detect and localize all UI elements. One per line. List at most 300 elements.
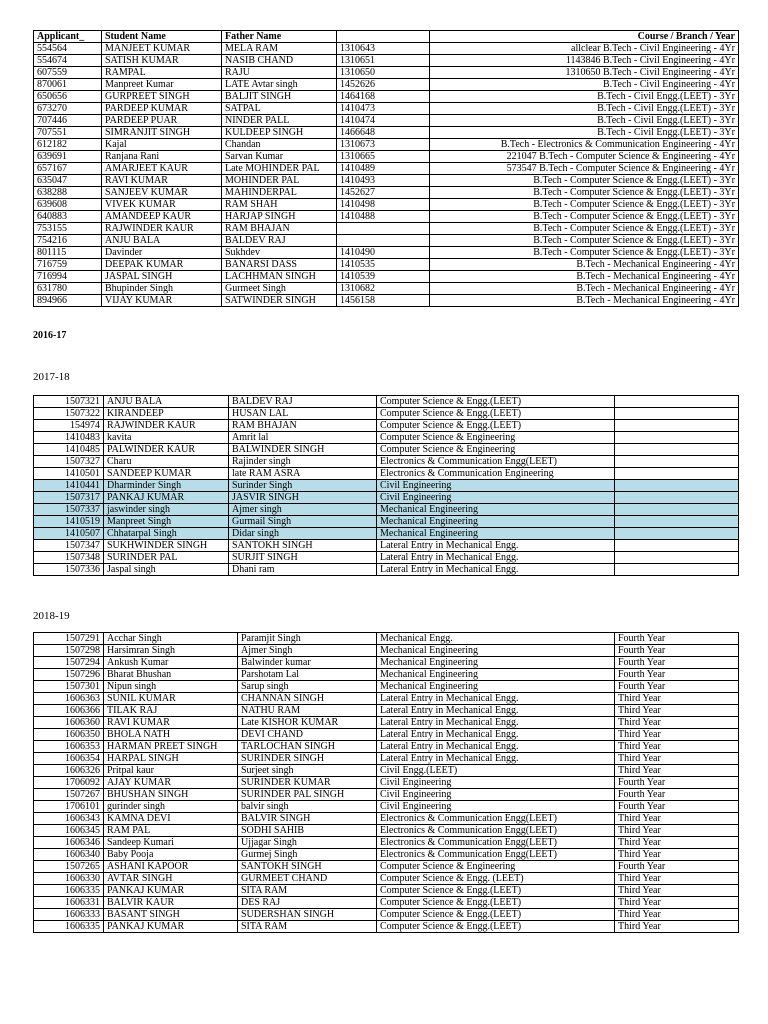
table-cell: Third Year [615, 705, 739, 717]
table-row [34, 693, 739, 705]
table-cell: Lateral Entry in Mechanical Engg. [377, 753, 615, 765]
table-cell: jaswinder singh [104, 504, 229, 516]
table-cell: SITA RAM [238, 921, 377, 933]
table-cell: 1310665 [337, 151, 430, 163]
table-cell: Chhatarpal Singh [104, 528, 229, 540]
table-row [34, 873, 739, 885]
table-cell: RAJWINDER KAUR [104, 420, 229, 432]
table-cell: Computer Science & Engg.(LEET) [377, 396, 615, 408]
table-cell: Harsimran Singh [104, 645, 238, 657]
table-cell: 1410474 [337, 115, 430, 127]
table-cell: 1606335 [34, 921, 104, 933]
table-cell: Surjeet singh [238, 765, 377, 777]
table-cell: Civil Engineering [377, 777, 615, 789]
table-cell: Third Year [615, 885, 739, 897]
table-cell: Paramjit Singh [238, 633, 377, 645]
table-cell: 707551 [34, 127, 102, 139]
table-row [34, 67, 739, 79]
table-cell: 1410539 [337, 271, 430, 283]
table-cell: 1410489 [337, 163, 430, 175]
table-cell: 640883 [34, 211, 102, 223]
table-row [34, 408, 739, 420]
table-cell: ANJU BALA [102, 235, 222, 247]
table-cell: 894966 [34, 295, 102, 307]
table-cell [615, 540, 739, 552]
table-cell: 1706092 [34, 777, 104, 789]
table-cell: 1507301 [34, 681, 104, 693]
table-row [34, 43, 739, 55]
table-cell: Late KISHOR KUMAR [238, 717, 377, 729]
table-cell: 1456158 [337, 295, 430, 307]
table-cell [615, 444, 739, 456]
table-header-row [34, 31, 739, 43]
table-row [34, 139, 739, 151]
table-cell: HUSAN LAL [229, 408, 377, 420]
table-row [34, 247, 739, 259]
table-cell: B.Tech - Civil Engg.(LEET) - 3Yr [430, 91, 739, 103]
table-cell: 1466648 [337, 127, 430, 139]
table-row [34, 909, 739, 921]
table-cell: Lateral Entry in Mechanical Engg. [377, 729, 615, 741]
table-cell: Mechanical Engineering [377, 645, 615, 657]
table-cell [615, 492, 739, 504]
table-cell: Third Year [615, 813, 739, 825]
table-cell: 573547 B.Tech - Computer Science & Engineering - 4Yr [430, 163, 739, 175]
table-cell: Third Year [615, 921, 739, 933]
table-cell: DES RAJ [238, 897, 377, 909]
table-cell: 1606363 [34, 693, 104, 705]
table-cell [615, 432, 739, 444]
applicants-table-1 [33, 30, 739, 307]
table-cell: Electronics & Communication Engg(LEET) [377, 837, 615, 849]
table-cell: late RAM ASRA [229, 468, 377, 480]
table-cell: 1606331 [34, 897, 104, 909]
table-cell: 1410501 [34, 468, 104, 480]
table-cell: 1143846 B.Tech - Civil Engineering - 4Yr [430, 55, 739, 67]
table-cell: Manpreet Kumar [102, 79, 222, 91]
table-cell [337, 223, 430, 235]
table-cell: Fourth Year [615, 657, 739, 669]
table-row [34, 444, 739, 456]
table-cell: RAM PAL [104, 825, 238, 837]
year-label-2018-19: 2018-19 [33, 610, 70, 622]
table-cell: Baby Pooja [104, 849, 238, 861]
table-cell: 635047 [34, 175, 102, 187]
table-cell [615, 552, 739, 564]
table-cell: KAMNA DEVI [104, 813, 238, 825]
table-cell: Computer Science & Engg.(LEET) [377, 408, 615, 420]
table-cell: SATISH KUMAR [102, 55, 222, 67]
table-cell: SANDEEP KUMAR [104, 468, 229, 480]
table-row [34, 564, 739, 576]
table-cell: 1464168 [337, 91, 430, 103]
header-course: Course / Branch / Year [430, 31, 739, 43]
table-cell: SATWINDER SINGH [222, 295, 337, 307]
table-cell [615, 504, 739, 516]
table-cell: Rajinder singh [229, 456, 377, 468]
table-cell: Computer Science & Engg. (LEET) [377, 873, 615, 885]
table-row [34, 187, 739, 199]
table-cell: RAM BHAJAN [222, 223, 337, 235]
table-row [34, 127, 739, 139]
table-cell: Fourth Year [615, 681, 739, 693]
table-row [34, 681, 739, 693]
table-cell: Third Year [615, 849, 739, 861]
table-cell: Mechanical Engineering [377, 516, 615, 528]
table-cell: 1606340 [34, 849, 104, 861]
table-cell: 1606345 [34, 825, 104, 837]
table-cell: 1606353 [34, 741, 104, 753]
header-student-name: Student Name [102, 31, 222, 43]
table-cell: B.Tech - Mechanical Engineering - 4Yr [430, 271, 739, 283]
table-cell: Late MOHINDER PAL [222, 163, 337, 175]
table-cell: 1507321 [34, 396, 104, 408]
table-cell: Pritpal kaur [104, 765, 238, 777]
table-row [34, 283, 739, 295]
table-cell: Jaspal singh [104, 564, 229, 576]
table-cell: 639691 [34, 151, 102, 163]
table-cell: Bhupinder Singh [102, 283, 222, 295]
table-cell: Lateral Entry in Mechanical Engg. [377, 564, 615, 576]
table-cell: BALVIR KAUR [104, 897, 238, 909]
table-cell: RAJU [222, 67, 337, 79]
table-cell: B.Tech - Civil Engg.(LEET) - 3Yr [430, 115, 739, 127]
table-cell: 1606360 [34, 717, 104, 729]
table-cell: 1507291 [34, 633, 104, 645]
table-cell: 612182 [34, 139, 102, 151]
table-cell: 1310682 [337, 283, 430, 295]
table-cell: LACHHMAN SINGH [222, 271, 337, 283]
table-cell: TILAK RAJ [104, 705, 238, 717]
table-cell: DEEPAK KUMAR [102, 259, 222, 271]
table-cell: Gurmail Singh [229, 516, 377, 528]
table-cell: B.Tech - Electronics & Communication Engineering - 4Yr [430, 139, 739, 151]
table-cell: BALDEV RAJ [229, 396, 377, 408]
table-cell: 1310650 B.Tech - Civil Engineering - 4Yr [430, 67, 739, 79]
table-row [34, 528, 739, 540]
table-cell: AJAY KUMAR [104, 777, 238, 789]
table-row [34, 235, 739, 247]
table-cell: Acchar Singh [104, 633, 238, 645]
table-cell: Ranjana Rani [102, 151, 222, 163]
table-cell: 554674 [34, 55, 102, 67]
table-cell: SUDERSHAN SINGH [238, 909, 377, 921]
table-cell: Electronics & Communication Engg(LEET) [377, 456, 615, 468]
table-cell: Sukhdev [222, 247, 337, 259]
table-cell: B.Tech - Civil Engg.(LEET) - 3Yr [430, 103, 739, 115]
table-row [34, 211, 739, 223]
table-cell: Civil Engg.(LEET) [377, 765, 615, 777]
table-row [34, 777, 739, 789]
table-cell: SURINDER KUMAR [238, 777, 377, 789]
header-father-name: Father Name [222, 31, 337, 43]
table-row [34, 765, 739, 777]
table-cell: B.Tech - Computer Science & Engg.(LEET) - 3Yr [430, 199, 739, 211]
table-cell: Third Year [615, 897, 739, 909]
table-cell: Lateral Entry in Mechanical Engg. [377, 540, 615, 552]
table-cell: Third Year [615, 825, 739, 837]
table-cell: Third Year [615, 873, 739, 885]
table-cell: Mechanical Engineering [377, 504, 615, 516]
table-cell: Davinder [102, 247, 222, 259]
table-cell: 1507337 [34, 504, 104, 516]
table-cell: 657167 [34, 163, 102, 175]
table-cell: Dhani ram [229, 564, 377, 576]
table-cell: 1452627 [337, 187, 430, 199]
table-cell: SURINDER SINGH [238, 753, 377, 765]
table-cell: MAHINDERPAL [222, 187, 337, 199]
table-row [34, 633, 739, 645]
table-cell: AMANDEEP KAUR [102, 211, 222, 223]
table-cell: 1507317 [34, 492, 104, 504]
table-cell: 1606346 [34, 837, 104, 849]
table-cell: MANJEET KUMAR [102, 43, 222, 55]
table-cell: LATE Avtar singh [222, 79, 337, 91]
table-cell: Third Year [615, 909, 739, 921]
table-cell: 753155 [34, 223, 102, 235]
table-cell [615, 480, 739, 492]
table-cell: 673270 [34, 103, 102, 115]
table-cell: 1507265 [34, 861, 104, 873]
table-cell: 1410488 [337, 211, 430, 223]
table-row [34, 861, 739, 873]
table-cell: Sarup singh [238, 681, 377, 693]
table-cell: Mechanical Engg. [377, 633, 615, 645]
table-cell: 1452626 [337, 79, 430, 91]
table-cell: Third Year [615, 741, 739, 753]
table-cell: 1410483 [34, 432, 104, 444]
table-row [34, 669, 739, 681]
table-cell: 1507347 [34, 540, 104, 552]
year-label-2016-17: 2016-17 [33, 330, 67, 341]
students-table-2017-18 [33, 395, 739, 576]
table-cell: RAJWINDER KAUR [102, 223, 222, 235]
table-cell: BANARSI DASS [222, 259, 337, 271]
table-cell: Third Year [615, 717, 739, 729]
table-cell: Fourth Year [615, 669, 739, 681]
table-cell: Balwinder kumar [238, 657, 377, 669]
table-cell: 650656 [34, 91, 102, 103]
table-cell: B.Tech - Computer Science & Engg.(LEET) - 3Yr [430, 211, 739, 223]
table-cell: BALJIT SINGH [222, 91, 337, 103]
table-cell: SITA RAM [238, 885, 377, 897]
table-cell: 607559 [34, 67, 102, 79]
table-cell: 1606330 [34, 873, 104, 885]
table-cell: Civil Engineering [377, 789, 615, 801]
table-cell: Computer Science & Engg.(LEET) [377, 921, 615, 933]
table-row [34, 396, 739, 408]
table-cell: Computer Science & Engg.(LEET) [377, 897, 615, 909]
table-cell: SURINDER PAL SINGH [238, 789, 377, 801]
table-row [34, 504, 739, 516]
table-cell: 1310651 [337, 55, 430, 67]
table-row [34, 813, 739, 825]
table-cell: allclear B.Tech - Civil Engineering - 4Yr [430, 43, 739, 55]
table-cell: 754216 [34, 235, 102, 247]
table-cell: NINDER PALL [222, 115, 337, 127]
table-cell: BALWINDER SINGH [229, 444, 377, 456]
table-cell: Ankush Kumar [104, 657, 238, 669]
table-row [34, 199, 739, 211]
table-cell: SUKHWINDER SINGH [104, 540, 229, 552]
table-row [34, 657, 739, 669]
table-cell: Ajmer Singh [238, 645, 377, 657]
table-cell: 716759 [34, 259, 102, 271]
table-cell: Third Year [615, 765, 739, 777]
table-cell: 1507336 [34, 564, 104, 576]
table-cell: Gurmej Singh [238, 849, 377, 861]
table-cell: SIMRANJIT SINGH [102, 127, 222, 139]
table-cell: MELA RAM [222, 43, 337, 55]
table-row [34, 420, 739, 432]
table-cell: Mechanical Engineering [377, 681, 615, 693]
table-cell: Kajal [102, 139, 222, 151]
table-cell: Ujjagar Singh [238, 837, 377, 849]
table-cell: RAVI KUMAR [104, 717, 238, 729]
table-cell: Ajmer singh [229, 504, 377, 516]
table-row [34, 552, 739, 564]
table-cell: Lateral Entry in Mechanical Engg. [377, 741, 615, 753]
table-row [34, 801, 739, 813]
table-row [34, 480, 739, 492]
table-cell: Third Year [615, 729, 739, 741]
table-cell: 1310650 [337, 67, 430, 79]
table-row [34, 741, 739, 753]
table-row [34, 79, 739, 91]
table-cell: 221047 B.Tech - Computer Science & Engineering - 4Yr [430, 151, 739, 163]
table-cell: HARJAP SINGH [222, 211, 337, 223]
table-cell: Mechanical Engineering [377, 528, 615, 540]
table-cell: Fourth Year [615, 801, 739, 813]
year-label-2017-18: 2017-18 [33, 371, 70, 383]
table-row [34, 921, 739, 933]
table-cell: 1606326 [34, 765, 104, 777]
table-cell: Bharat Bhushan [104, 669, 238, 681]
table-cell: 1410490 [337, 247, 430, 259]
table-cell: Chandan [222, 139, 337, 151]
table-cell: Computer Science & Engg.(LEET) [377, 420, 615, 432]
table-row [34, 295, 739, 307]
table-cell [615, 468, 739, 480]
table-cell: GURPREET SINGH [102, 91, 222, 103]
table-cell: Mechanical Engineering [377, 657, 615, 669]
table-cell: Electronics & Communication Engg(LEET) [377, 849, 615, 861]
table-cell: PARDEEP PUAR [102, 115, 222, 127]
table-cell: 1606335 [34, 885, 104, 897]
table-row [34, 468, 739, 480]
table-cell: Fourth Year [615, 633, 739, 645]
table-cell: MOHINDER PAL [222, 175, 337, 187]
students-table-2018-19 [33, 632, 739, 933]
table-cell: 1310643 [337, 43, 430, 55]
table-cell: SANTOKH SINGH [229, 540, 377, 552]
table-cell: 1410535 [337, 259, 430, 271]
table-cell: Third Year [615, 837, 739, 849]
table-cell: Fourth Year [615, 645, 739, 657]
table-cell: AMARJEET KAUR [102, 163, 222, 175]
table-cell: SUNIL KUMAR [104, 693, 238, 705]
table-row [34, 271, 739, 283]
table-cell [615, 456, 739, 468]
table-cell: Computer Science & Engg.(LEET) [377, 885, 615, 897]
table-cell: AVTAR SINGH [104, 873, 238, 885]
table-row [34, 645, 739, 657]
table-row [34, 91, 739, 103]
table-cell: DEVI CHAND [238, 729, 377, 741]
table-cell: Parshotam Lal [238, 669, 377, 681]
table-cell: GURMEET CHAND [238, 873, 377, 885]
table-cell: RAMPAL [102, 67, 222, 79]
table-cell: B.Tech - Civil Engineering - 4Yr [430, 79, 739, 91]
table-cell: Third Year [615, 753, 739, 765]
table-row [34, 259, 739, 271]
table-cell: B.Tech - Computer Science & Engg.(LEET) - 3Yr [430, 187, 739, 199]
table-cell: ASHANI KAPOOR [104, 861, 238, 873]
table-cell: 639608 [34, 199, 102, 211]
table-cell: VIJAY KUMAR [102, 295, 222, 307]
table-row [34, 885, 739, 897]
table-cell: Fourth Year [615, 861, 739, 873]
table-cell: Manpreet Singh [104, 516, 229, 528]
table-cell [615, 408, 739, 420]
table-cell: Computer Science & Engineering [377, 444, 615, 456]
table-cell [615, 396, 739, 408]
table-cell: SODHI SAHIB [238, 825, 377, 837]
table-cell: PANKAJ KUMAR [104, 885, 238, 897]
table-row [34, 540, 739, 552]
table-row [34, 729, 739, 741]
table-cell: 1606343 [34, 813, 104, 825]
table-cell: Mechanical Engineering [377, 669, 615, 681]
table-cell: 1606366 [34, 705, 104, 717]
table-row [34, 837, 739, 849]
table-cell [615, 516, 739, 528]
table-cell: Civil Engineering [377, 492, 615, 504]
table-cell: Lateral Entry in Mechanical Engg. [377, 552, 615, 564]
table-cell: Civil Engineering [377, 480, 615, 492]
table-row [34, 849, 739, 861]
table-cell: RAM SHAH [222, 199, 337, 211]
table-cell: 1410498 [337, 199, 430, 211]
table-cell: Gurmeet Singh [222, 283, 337, 295]
table-cell: Nipun singh [104, 681, 238, 693]
table-row [34, 103, 739, 115]
table-cell: BHOLA NATH [104, 729, 238, 741]
table-cell: BHUSHAN SINGH [104, 789, 238, 801]
table-cell: RAVI KUMAR [102, 175, 222, 187]
header-blank [337, 31, 430, 43]
table-row [34, 432, 739, 444]
table-cell: gurinder singh [104, 801, 238, 813]
table-row [34, 456, 739, 468]
table-cell: NATHU RAM [238, 705, 377, 717]
table-cell: SANTOKH SINGH [238, 861, 377, 873]
table-cell: 1507296 [34, 669, 104, 681]
table-cell: SURJIT SINGH [229, 552, 377, 564]
table-cell: 154974 [34, 420, 104, 432]
table-cell: 707446 [34, 115, 102, 127]
table-cell: 1606354 [34, 753, 104, 765]
table-cell: Lateral Entry in Mechanical Engg. [377, 705, 615, 717]
table-cell: BALVIR SINGH [238, 813, 377, 825]
table-cell: BALDEV RAJ [222, 235, 337, 247]
table-cell: 870061 [34, 79, 102, 91]
table-cell: HARMAN PREET SINGH [104, 741, 238, 753]
table-cell: 638288 [34, 187, 102, 199]
table-cell: ANJU BALA [104, 396, 229, 408]
table-cell: KIRANDEEP [104, 408, 229, 420]
table-cell: 1410507 [34, 528, 104, 540]
